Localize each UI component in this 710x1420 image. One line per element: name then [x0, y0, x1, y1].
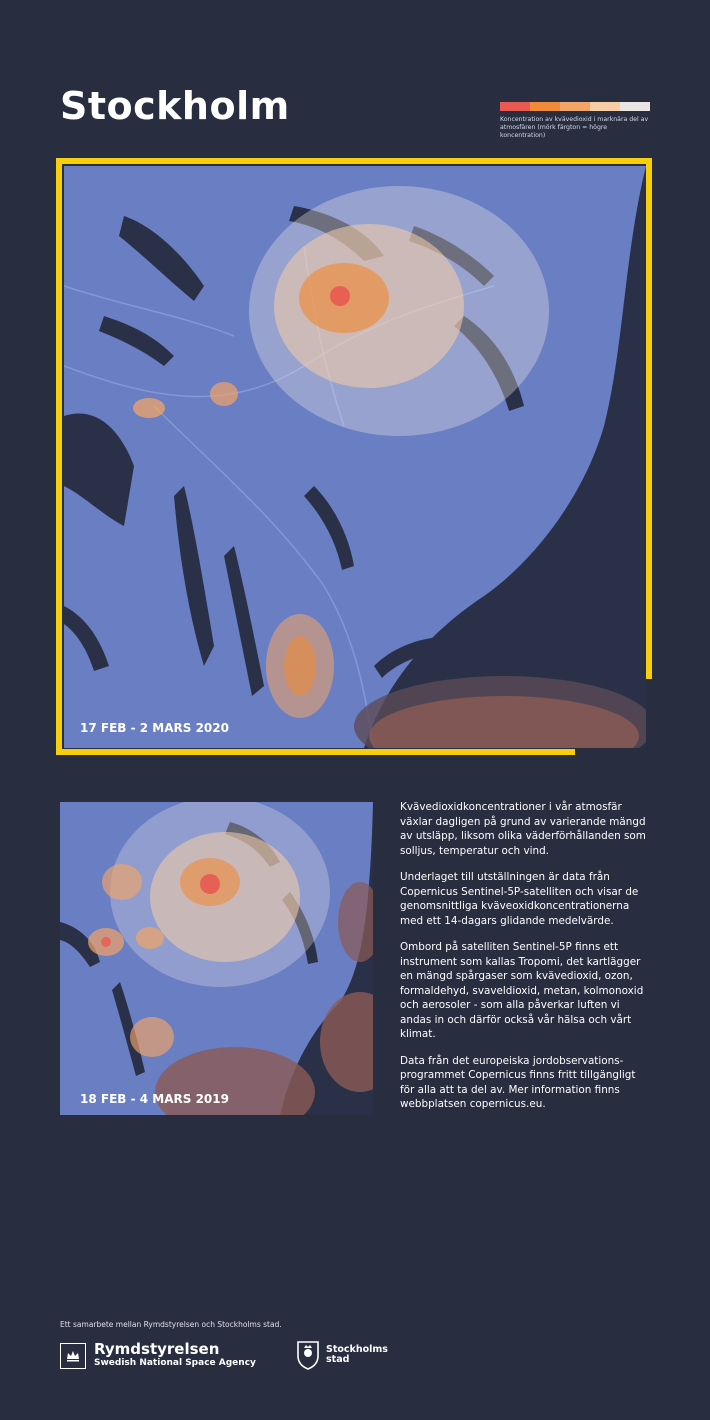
stockholms-stad-logo — [296, 1340, 388, 1370]
legend-swatch — [620, 102, 650, 111]
rymdstyrelsen-name: Rymdstyrelsen — [94, 1340, 220, 1358]
frame-border — [56, 158, 652, 679]
legend-swatch — [560, 102, 590, 111]
shield-icon — [296, 1340, 320, 1370]
map-2020-date: 17 FEB - 2 MARS 2020 — [80, 721, 229, 735]
paragraph: Ombord på satelliten Sentinel-5P finns ett instrument som kallas Tropomi, det kartlägger en mängd spårgaser som kvävedioxid, ozon, formaldehyd, svaveldioxid, metan, kolmonoxid och aerosoler - som alla påverkar luften vi andas in och därför också vår hälsa och vårt klimat. — [400, 941, 644, 1040]
rymdstyrelsen-logo — [60, 1342, 256, 1369]
legend-swatch — [530, 102, 560, 111]
legend-swatch — [500, 102, 530, 111]
frame-border — [56, 749, 575, 755]
paragraph: Underlaget till utställningen är data från Copernicus Sentinel-5P-satelliten och visar de genomsnittliga kväveoxidkoncentrationerna med ett 14-dagars glidande medelvärde. — [400, 871, 639, 927]
page-title: Stockholm — [60, 84, 290, 128]
legend-swatch — [590, 102, 620, 111]
map-2019-date: 18 FEB - 4 MARS 2019 — [80, 1092, 229, 1106]
crown-icon — [60, 1343, 86, 1369]
legend-caption: Koncentration av kvävedioxid i marknära del av atmosfären (mörk färgton = högre koncentration) — [500, 116, 649, 139]
map-2019-image — [60, 802, 373, 1115]
legend-color-scale — [500, 102, 650, 111]
stad-name-line2: stad — [326, 1354, 350, 1365]
rymdstyrelsen-subtitle: Swedish National Space Agency — [94, 1358, 256, 1368]
paragraph: Kvävedioxidkoncentrationer i vår atmosfär växlar dagligen på grund av varierande mängd av utsläpp, liksom olika väderförhållanden som solljus, temperatur och vind. — [400, 801, 646, 857]
footer-note: Ett samarbete mellan Rymdstyrelsen och Stockholms stad. — [60, 1320, 282, 1329]
map-2019 — [60, 802, 373, 1115]
paragraph: Data från det europeiska jordobservations-programmet Copernicus finns fritt tillgängligt för alla att ta del av. Mer information finns webbplatsen copernicus.eu. — [400, 1054, 636, 1110]
body-text — [400, 800, 652, 1124]
stad-name-line1: Stockholms — [326, 1344, 388, 1355]
frame-border — [56, 679, 62, 755]
concentration-legend — [500, 102, 650, 140]
